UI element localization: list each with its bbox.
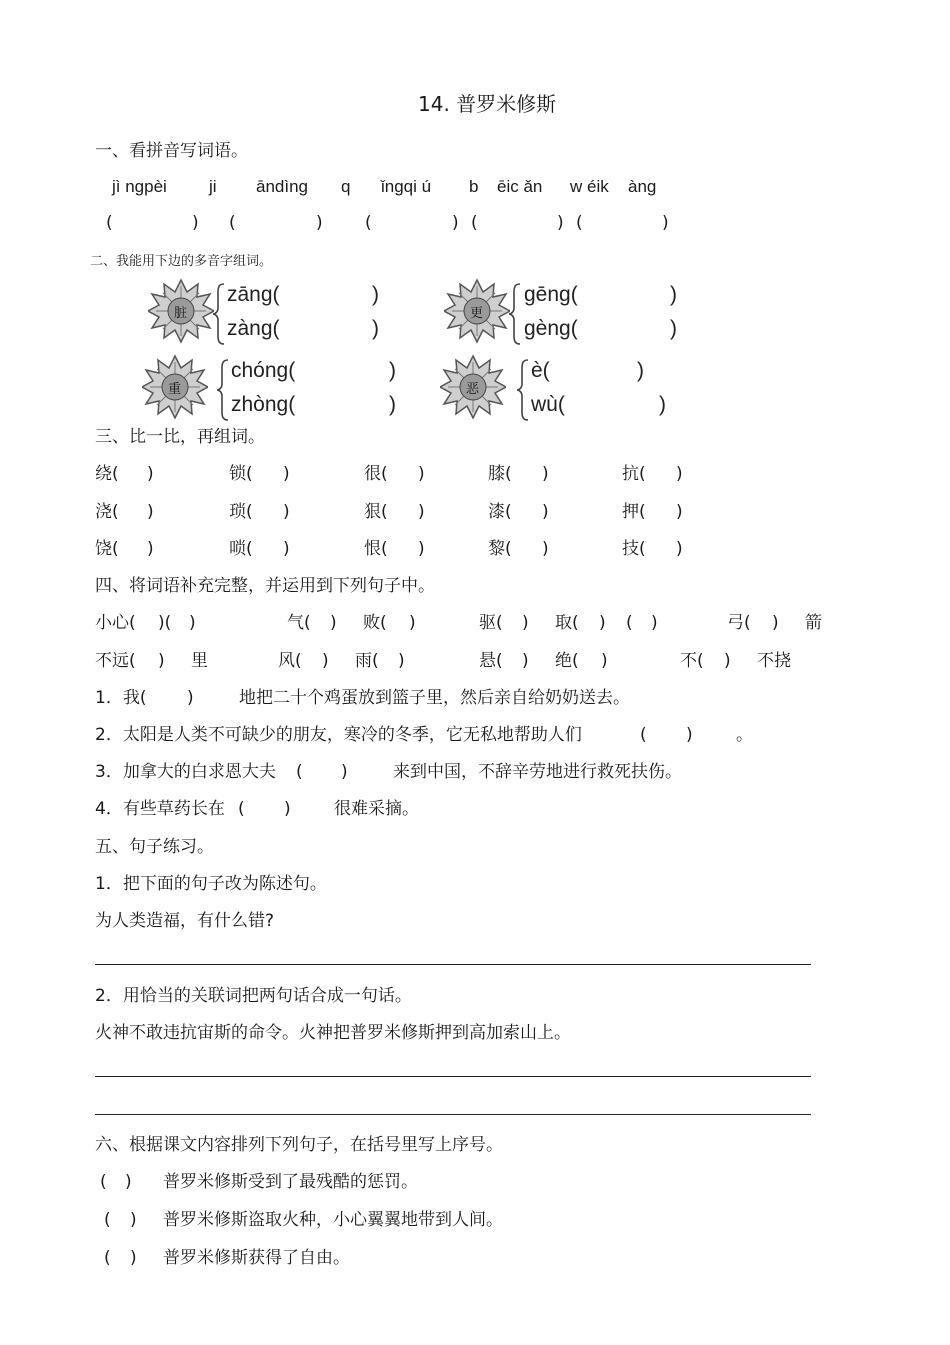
word-cell-close: ) [418, 539, 425, 559]
word-cell-close: ) [418, 502, 425, 522]
reading-close: ) [670, 283, 677, 306]
order-close: ) [130, 1248, 137, 1268]
order-open: ( [104, 1248, 111, 1268]
section2-heading: 二、我能用下边的多音字组词。 [90, 254, 273, 269]
idiom-part: 不挠 [757, 651, 791, 671]
sentence-4-close: ) [284, 799, 291, 819]
idiom-part: 小心( [95, 613, 136, 633]
reading-close: ) [659, 393, 666, 416]
polyphone-char: 恶 [466, 382, 480, 397]
word-cell-close: ) [676, 502, 683, 522]
reading: gèng( [524, 317, 578, 340]
answer-line[interactable] [95, 964, 811, 965]
idiom-part: 不( [680, 651, 704, 671]
idiom-part: ) [409, 613, 416, 633]
brace-icon [216, 358, 230, 422]
word-cell-close: ) [542, 464, 549, 484]
word-cell: 绕( [95, 464, 119, 484]
sentence-4-open: ( [238, 799, 245, 819]
idiom-part: 气( [287, 613, 311, 633]
section3-heading: 三、比一比，再组词。 [95, 427, 265, 447]
sentence-1-rest: 地把二十个鸡蛋放到篮子里，然后亲自给奶奶送去。 [239, 688, 630, 708]
idiom-part: ) [322, 651, 329, 671]
order-close: ) [125, 1172, 132, 1192]
reading: chóng( [231, 359, 296, 382]
brace-icon [212, 282, 226, 346]
pinyin-4: q [341, 177, 351, 196]
word-cell-close: ) [147, 502, 154, 522]
sentence-3: 3．加拿大的白求恩大夫 [95, 762, 276, 782]
reading-close: ) [372, 317, 379, 340]
word-cell-close: ) [676, 464, 683, 484]
answer-line[interactable] [95, 1114, 811, 1115]
idiom-part: ) [651, 613, 658, 633]
order-item-text: 普罗米修斯盗取火种，小心翼翼地带到人间。 [163, 1210, 503, 1230]
idiom-part: ) [398, 651, 405, 671]
word-cell-close: ) [542, 539, 549, 559]
idiom-part: 不远( [95, 651, 136, 671]
reading-close: ) [670, 317, 677, 340]
answer-box-close: ) [662, 213, 669, 233]
pinyin-1: jì ngpèi [112, 177, 167, 196]
idiom-part: 取( [555, 613, 579, 633]
answer-box-close: ) [316, 213, 323, 233]
polyphone-char: 脏 [174, 306, 188, 321]
idiom-part: 败( [363, 613, 387, 633]
section1-heading: 一、看拼音写词语。 [95, 141, 248, 161]
reading-close: ) [372, 283, 379, 306]
pinyin-9: àng [628, 177, 657, 196]
reading: gēng( [524, 283, 578, 306]
idiom-part: ) [522, 613, 529, 633]
idiom-part: 弓( [727, 613, 751, 633]
word-cell: 狠( [364, 502, 388, 522]
answer-box-open: ( [106, 213, 113, 233]
answer-line[interactable] [95, 1076, 811, 1077]
word-cell: 膝( [488, 464, 512, 484]
reading: zàng( [227, 317, 280, 340]
idiom-part: ) [330, 613, 337, 633]
section5-q1: 1．把下面的句子改为陈述句。 [95, 874, 327, 894]
word-cell: 漆( [488, 502, 512, 522]
word-cell: 恨( [364, 539, 388, 559]
sentence-2-open: ( [640, 725, 647, 745]
sentence-1: 1．我( [95, 688, 147, 708]
word-cell: 抗( [622, 464, 646, 484]
idiom-part: ) [772, 613, 779, 633]
pinyin-7: ēic ǎn [497, 177, 543, 196]
idiom-part: ) [724, 651, 731, 671]
order-open: ( [100, 1172, 107, 1192]
word-cell-close: ) [283, 539, 290, 559]
sentence-3-open: ( [296, 762, 303, 782]
reading-close: ) [637, 359, 644, 382]
answer-box-open: ( [365, 213, 372, 233]
sentence-2-end: 。 [736, 725, 753, 745]
idiom-part: ) [522, 651, 529, 671]
word-cell: 黎( [488, 539, 512, 559]
idiom-part: ( [626, 613, 633, 633]
word-cell: 浇( [95, 502, 119, 522]
answer-box-close: ) [452, 213, 459, 233]
order-item-text: 普罗米修斯获得了自由。 [163, 1248, 350, 1268]
pinyin-2: ji [209, 177, 217, 196]
section6-heading: 六、根据课文内容排列下列句子，在括号里写上序号。 [95, 1135, 503, 1155]
section5-q2-sentence: 火神不敢违抗宙斯的命令。火神把普罗米修斯押到高加索山上。 [95, 1023, 571, 1043]
order-item-text: 普罗米修斯受到了最残酷的惩罚。 [163, 1172, 418, 1192]
sentence-4-rest: 很难采摘。 [334, 799, 419, 819]
pinyin-6: b [469, 177, 479, 196]
sentence-2-close: ) [686, 725, 693, 745]
idiom-part: ) [189, 613, 196, 633]
pinyin-5: ǐngqi ú [381, 177, 432, 196]
idiom-part: 里 [191, 651, 208, 671]
idiom-part: 雨( [355, 651, 379, 671]
word-cell: 琐( [229, 502, 253, 522]
word-cell: 锁( [229, 464, 253, 484]
word-cell-close: ) [418, 464, 425, 484]
word-cell: 唢( [229, 539, 253, 559]
word-cell-close: ) [542, 502, 549, 522]
section5-q2: 2．用恰当的关联词把两句话合成一句话。 [95, 986, 412, 1006]
answer-box-open: ( [471, 213, 478, 233]
idiom-part: ) [601, 651, 608, 671]
word-cell-close: ) [283, 464, 290, 484]
reading: è( [531, 359, 550, 382]
answer-box-open: ( [576, 213, 583, 233]
pinyin-8: w éik [570, 177, 609, 196]
answer-box-open: ( [229, 213, 236, 233]
page-title: 14. 普罗米修斯 [418, 92, 557, 116]
brace-icon [516, 358, 530, 422]
pinyin-3: āndìng [256, 177, 308, 196]
idiom-part: ) [158, 651, 165, 671]
reading: wù( [531, 393, 565, 416]
idiom-part: 箭 [805, 613, 822, 633]
word-cell-close: ) [283, 502, 290, 522]
idiom-part: 驱( [479, 613, 503, 633]
reading-close: ) [389, 359, 396, 382]
word-cell: 押( [622, 502, 646, 522]
sentence-1-close: ) [187, 688, 194, 708]
sentence-3-close: ) [341, 762, 348, 782]
sentence-3-rest: 来到中国，不辞辛劳地进行救死扶伤。 [393, 762, 682, 782]
sentence-2: 2．太阳是人类不可缺少的朋友，寒冷的冬季，它无私地帮助人们 [95, 725, 582, 745]
reading: zhòng( [231, 393, 296, 416]
section5-heading: 五、句子练习。 [95, 837, 214, 857]
section5-q1-sentence: 为人类造福，有什么错? [95, 911, 275, 931]
word-cell: 技( [622, 539, 646, 559]
reading-close: ) [389, 393, 396, 416]
word-cell: 饶( [95, 539, 119, 559]
answer-box-close: ) [557, 213, 564, 233]
word-cell-close: ) [147, 464, 154, 484]
idiom-part: 风( [278, 651, 302, 671]
section4-heading: 四、将词语补充完整，并运用到下列句子中。 [95, 576, 435, 596]
polyphone-char: 更 [470, 306, 484, 321]
order-close: ) [130, 1210, 137, 1230]
brace-icon [508, 282, 522, 346]
word-cell-close: ) [147, 539, 154, 559]
idiom-part: ) [599, 613, 606, 633]
sentence-4: 4．有些草药长在 [95, 799, 225, 819]
answer-box-close: ) [192, 213, 199, 233]
idiom-part: 绝( [555, 651, 579, 671]
order-open: ( [104, 1210, 111, 1230]
reading: zāng( [227, 283, 280, 306]
word-cell-close: ) [676, 539, 683, 559]
polyphone-char: 重 [168, 382, 182, 397]
idiom-part: 悬( [479, 651, 503, 671]
idiom-part: )( [158, 613, 172, 633]
word-cell: 很( [364, 464, 388, 484]
